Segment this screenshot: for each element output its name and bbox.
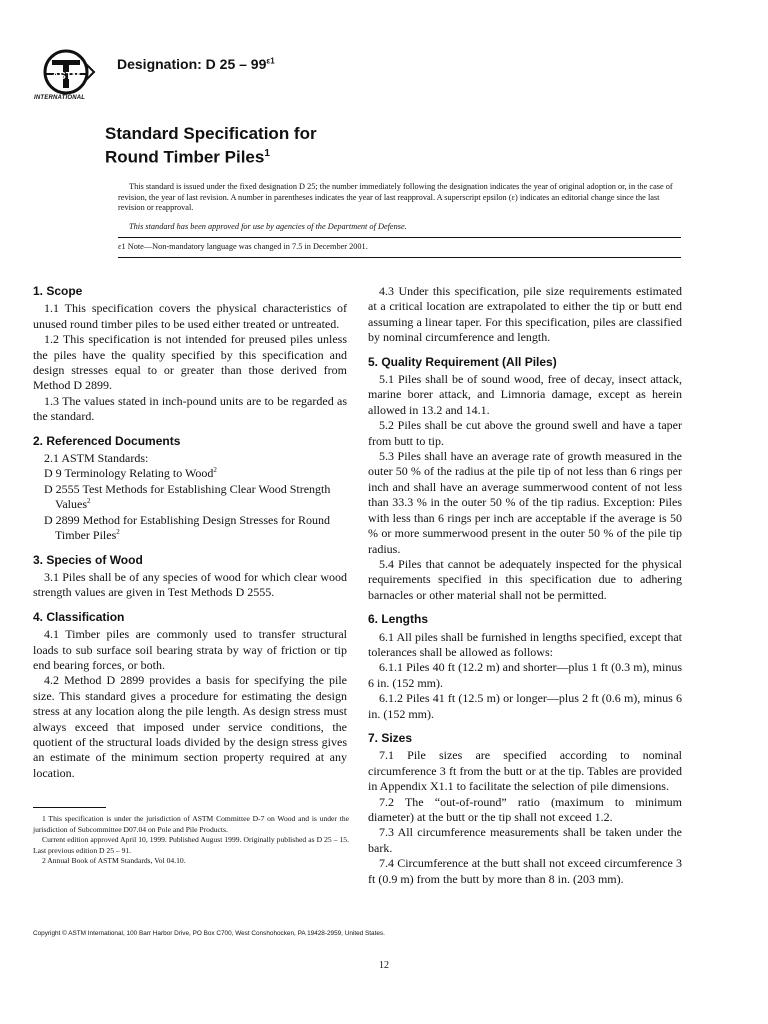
paragraph: 5.4 Piles that cannot be adequately inspected for the physical requirements specified in this specification due to adhering barnacles or other material shall not be permitted. [368,556,682,602]
paragraph: 4.2 Method D 2899 provides a basis for specifying the pile size. This standard gives a procedure for estimating the design stress at any location along the pile length. As design stress must always exceed that imposed under service conditions, the quotient of the structural loads divided by the design stress gives an estimate of the minimum section property required at any location. [33,673,347,780]
footnote: Current edition approved April 10, 1999. Published August 1999. Originally published as D 25 – 15. Last previous edition D 25 – 91. [33,835,349,855]
title-line-1: Standard Specification for [105,124,317,143]
left-column [33,284,347,790]
section-lengths [368,612,682,722]
paragraph: 4.1 Timber piles are commonly used to transfer structural loads to sub surface soil bearing strata by way of friction or tip end bearing forces, or both. [33,627,347,672]
paragraph: 5.3 Piles shall have an average rate of growth measured in the outer 50 % of the radius at the pile tip of not less than 6 rings per inch and shall have an average summerwood content of not less than 33.3 % in the outer 50 % of the tip radius. Exception: Piles with less than 6 rings per inch are acceptable if the average is 50 % or more summerwood present in the outer 50 % of the pile tip radius. [368,449,682,556]
footnote-ref: 2 [116,528,120,537]
title-footnote-ref: 1 [264,148,270,159]
section-heading: 4. Classification [33,609,125,624]
reference-item [33,466,347,481]
reference-text: D 2555 Test Methods for Establishing Clear Wood Strength Values [44,481,331,512]
paragraph: 7.3 All circumference measurements shall be taken under the bark. [368,825,682,855]
footnote: 1 This specification is under the jurisdiction of ASTM Committee D-7 on Wood and is under the jurisdiction of Subcommittee D07.04 on Pole and Pile Products. [33,814,349,834]
editorial-note: ε1 Note—Non-mandatory language was changed in 7.5 in December 2001. [118,242,368,251]
paragraph: 7.1 Pile sizes are specified according to nominal circumference 3 ft from the butt or at the tip. Tables are provided in Appendix X1.1 to facilitate the selection of pile dimensions. [368,748,682,794]
paragraph: 7.2 The “out-of-round” ratio (maximum to minimum diameter) at the butt or the tip shall not exceed 1.2. [368,794,682,824]
right-column [368,284,682,896]
section-heading: 7. Sizes [368,730,413,745]
section-heading: 1. Scope [33,284,83,298]
reference-text: D 2899 Method for Establishing Design Stresses for Round Timber Piles [44,512,330,543]
document-title [105,124,317,168]
divider [118,257,681,258]
paragraph: 1.3 The values stated in inch-pound units are to be regarded as the standard. [33,393,347,424]
footnote-divider [33,807,106,808]
designation-superscript: ε1 [266,56,275,66]
section-quality-requirement [368,355,682,604]
paragraph: 2.1 ASTM Standards: [44,451,149,466]
title-line-2: Round Timber Piles [105,147,265,167]
international-label: INTERNATIONAL [34,95,86,101]
paragraph: 5.2 Piles shall be cut above the ground swell and have a taper from butt to tip. [368,418,682,448]
section-heading: 5. Quality Requirement (All Piles) [368,354,557,369]
paragraph: 6.1.1 Piles 40 ft (12.2 m) and shorter—plus 1 ft (0.3 m), minus 6 in. (152 mm). [368,660,682,690]
section-sizes [368,731,682,887]
designation-text: Designation: D 25 – 99 [117,56,267,72]
section-heading: 3. Species of Wood [33,552,143,567]
section-referenced-documents [33,434,347,544]
footnote-ref: 2 [87,497,91,506]
paragraph: 6.1.2 Piles 41 ft (12.5 m) or longer—plus 2 ft (0.6 m), minus 6 in. (152 mm). [368,691,682,721]
intro-text: This standard is issued under the fixed designation D 25; the number immediately following the designation indicates the year of original adoption or, in the case of revision, the year of last revision. A number in parentheses indicates the year of last reapproval. A superscript epsilon (ε) indicates an editorial change since the last revision or reapproval. [118,182,673,212]
footnote: 2 Annual Book of ASTM Standards, Vol 04.10. [42,856,186,866]
paragraph: 1.2 This specification is not intended for preused piles unless the piles have the quality specified by this specification and design stresses equal to or greater than those derived from Method D 2899. [33,332,347,393]
paragraph: 5.1 Piles shall be of sound wood, free of decay, insect attack, marine borer attack, and Limnoria damage, except as herein allowed in 13.2 and 14.1. [368,372,682,417]
footnote-ref: 2 [213,466,217,475]
section-species [33,553,347,601]
paragraph: 6.1 All piles shall be furnished in lengths specified, except that tolerances shall be allowed as follows: [368,629,682,659]
reference-text: D 9 Terminology Relating to Wood [44,466,214,481]
logo-text: ASTM [51,71,81,82]
divider [118,237,681,238]
intro-paragraph [118,182,678,214]
copyright-notice: Copyright © ASTM International, 100 Barr Harbor Drive, PO Box C700, West Conshohocken, PA 19428-2959, United States. [33,930,385,937]
paragraph: 1.1 This specification covers the physical characteristics of unused round timber piles to be used either treated or untreated. [33,301,347,331]
paragraph: 7.4 Circumference at the butt shall not exceed circumference 3 ft (0.9 m) from the butt by more than 8 in. (203 mm). [368,856,682,886]
paragraph: 4.3 Under this specification, pile size requirements estimated at a critical location are extrapolated to either the tip or butt end assuming a linear taper. For this specification, piles are classified by nominal circumference and length. [368,284,682,345]
section-heading: 6. Lengths [368,612,429,627]
reference-item [33,482,347,513]
page-number: 12 [379,960,389,971]
section-heading: 2. Referenced Documents [33,433,181,448]
footnotes [33,814,349,867]
section-classification-continued [368,284,682,346]
section-scope [33,284,347,425]
approval-statement: This standard has been approved for use by agencies of the Department of Defense. [129,222,407,231]
paragraph: 3.1 Piles shall be of any species of wood for which clear wood strength values are given in Test Methods D 2555. [33,569,347,600]
reference-item [33,513,347,544]
section-classification [33,610,347,781]
designation [117,56,275,72]
